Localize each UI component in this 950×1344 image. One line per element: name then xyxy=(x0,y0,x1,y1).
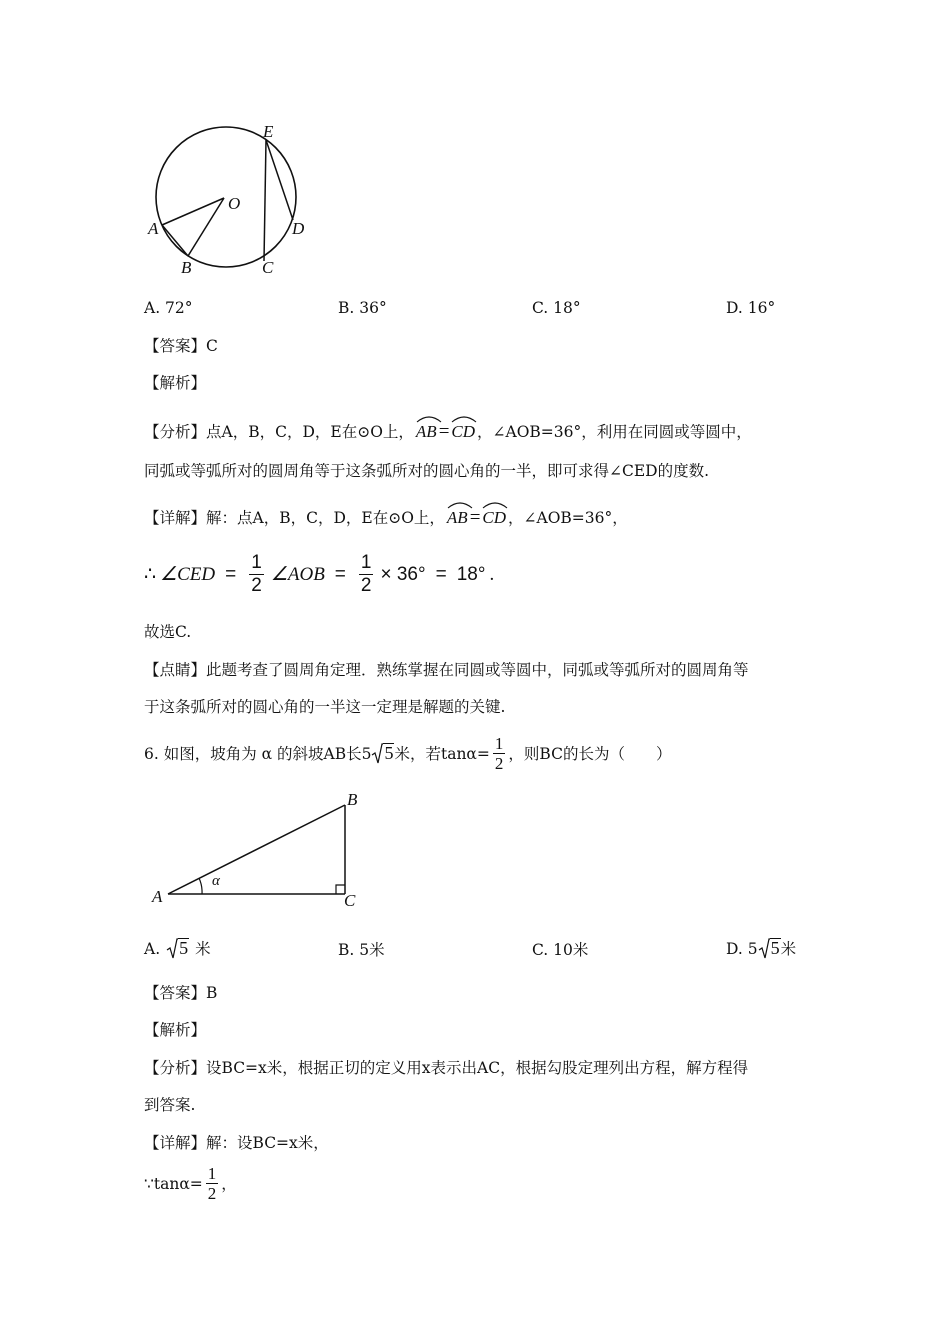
analysis-tag: 【分析】 xyxy=(144,1059,207,1077)
label-e: E xyxy=(263,122,274,141)
because-text: tanα= xyxy=(153,1174,203,1193)
q6-detail xyxy=(144,1133,329,1153)
eq-1: = xyxy=(225,563,237,585)
segment-ab xyxy=(162,225,188,256)
angle-alpha-arc xyxy=(199,878,202,894)
answer-tag: 【答案】 xyxy=(144,984,207,1002)
sqrt-5: 5 xyxy=(166,938,189,960)
eq-3: = xyxy=(435,563,447,585)
detail-pre: 解：点A，B，C，D，E在⊙O上， xyxy=(206,509,445,527)
q6-option-b: B. 5米 xyxy=(338,941,385,959)
sqrt-5: 5 xyxy=(371,743,394,765)
q6-option-d xyxy=(726,938,796,960)
q6-question-mid: 米，若tanα= xyxy=(394,744,490,763)
analysis-tag: 【分析】 xyxy=(144,423,207,441)
answer-value: C xyxy=(206,337,218,355)
result-18: 18° xyxy=(456,563,486,585)
analysis-line1: 设BC=x米，根据正切的定义用x表示出AC，根据勾股定理列出方程，解方程得 xyxy=(206,1059,749,1077)
arc-ab: AB xyxy=(447,503,468,528)
q6-option-a xyxy=(144,938,211,960)
q5-formula xyxy=(144,552,494,597)
q5-comment-line1 xyxy=(144,660,749,680)
q6-analysis-line2: 到答案. xyxy=(144,1096,196,1114)
q5-choose: 故选C. xyxy=(144,623,192,641)
therefore-symbol: ∴ xyxy=(144,564,157,585)
q5-option-d: D. 16° xyxy=(726,299,776,317)
q6-analysis-line1 xyxy=(144,1058,748,1078)
fraction-half: $\frac{1}{2}$ xyxy=(207,1164,217,1203)
because-symbol: ∵ xyxy=(144,1174,154,1193)
comment-tag: 【点睛】 xyxy=(144,661,207,679)
segment-ec xyxy=(264,140,266,261)
detail-text: 解：设BC=x米， xyxy=(206,1134,329,1152)
label-d: D xyxy=(292,219,305,238)
q6-question xyxy=(144,734,671,773)
angle-aob: ∠AOB xyxy=(270,564,325,585)
answer-value: B xyxy=(206,984,218,1002)
q5-analysis-line1 xyxy=(144,417,752,442)
q5-jiexi: 【解析】 xyxy=(144,374,207,392)
angle-ced: ∠CED xyxy=(160,564,216,585)
q5-option-b: B. 36° xyxy=(338,299,387,317)
analysis-pre: 点A，B，C，D，E在⊙O上， xyxy=(206,423,414,441)
fraction-half-1: $\frac{1}{2}$ xyxy=(251,552,262,596)
side-ab xyxy=(168,805,345,894)
label-c: C xyxy=(344,891,356,910)
formula-end: . xyxy=(489,563,495,585)
segment-ob xyxy=(188,198,224,256)
option-d-prefix: D. 5 xyxy=(726,940,758,958)
answer-tag: 【答案】 xyxy=(144,337,207,355)
arc-eq: = xyxy=(469,507,481,528)
arc-cd: CD xyxy=(451,417,475,442)
sqrt-5: 5 xyxy=(758,938,781,960)
segment-oa xyxy=(162,198,224,225)
label-b: B xyxy=(347,790,358,809)
triangle-figure xyxy=(150,790,370,915)
detail-tag: 【详解】 xyxy=(144,1134,207,1152)
label-o: O xyxy=(228,194,241,213)
q6-option-c: C. 10米 xyxy=(532,941,589,959)
q5-option-a: A. 72° xyxy=(144,299,193,317)
analysis-post: ，∠AOB=36°，利用在同圆或等圆中， xyxy=(477,423,752,441)
label-alpha: α xyxy=(212,873,220,889)
option-a-prefix: A. xyxy=(144,940,161,958)
times-36: × 36° xyxy=(380,563,426,585)
q6-because xyxy=(144,1164,237,1203)
arc-ab: AB xyxy=(416,417,437,442)
label-a: A xyxy=(148,219,159,238)
arc-eq: = xyxy=(438,421,450,442)
label-a: A xyxy=(152,887,163,906)
q5-analysis-line2: 同弧或等弧所对的圆周角等于这条弧所对的圆心角的一半，即可求得∠CED的度数. xyxy=(144,462,710,480)
fraction-half: $\frac{1}{2}$ xyxy=(494,734,504,773)
label-c: C xyxy=(262,258,274,277)
circle-o xyxy=(156,127,296,267)
q6-question-post: ，则BC的长为（ ） xyxy=(508,744,672,763)
q5-detail xyxy=(144,503,628,528)
label-b: B xyxy=(181,258,192,277)
because-post: ， xyxy=(221,1174,237,1193)
fraction-half-2: $\frac{1}{2}$ xyxy=(360,552,372,596)
q6-question-pre: 6. 如图，坡角为 α 的斜坡AB长5 xyxy=(144,744,372,763)
detail-tag: 【详解】 xyxy=(144,509,207,527)
q5-option-c: C. 18° xyxy=(532,299,581,317)
option-a-unit: 米 xyxy=(195,940,211,958)
arc-cd: CD xyxy=(482,503,506,528)
q6-answer xyxy=(144,983,217,1003)
q6-jiexi: 【解析】 xyxy=(144,1021,207,1039)
eq-2: = xyxy=(334,563,346,585)
comment-line1: 此题考查了圆周角定理．熟练掌握在同圆或等圆中，同弧或等弧所对的圆周角等 xyxy=(206,661,749,679)
option-d-unit: 米 xyxy=(780,940,797,958)
q5-comment-line2: 于这条弧所对的圆心角的一半这一定理是解题的关键. xyxy=(144,698,506,716)
detail-post: ，∠AOB=36°， xyxy=(508,509,628,527)
q5-answer xyxy=(144,336,218,356)
